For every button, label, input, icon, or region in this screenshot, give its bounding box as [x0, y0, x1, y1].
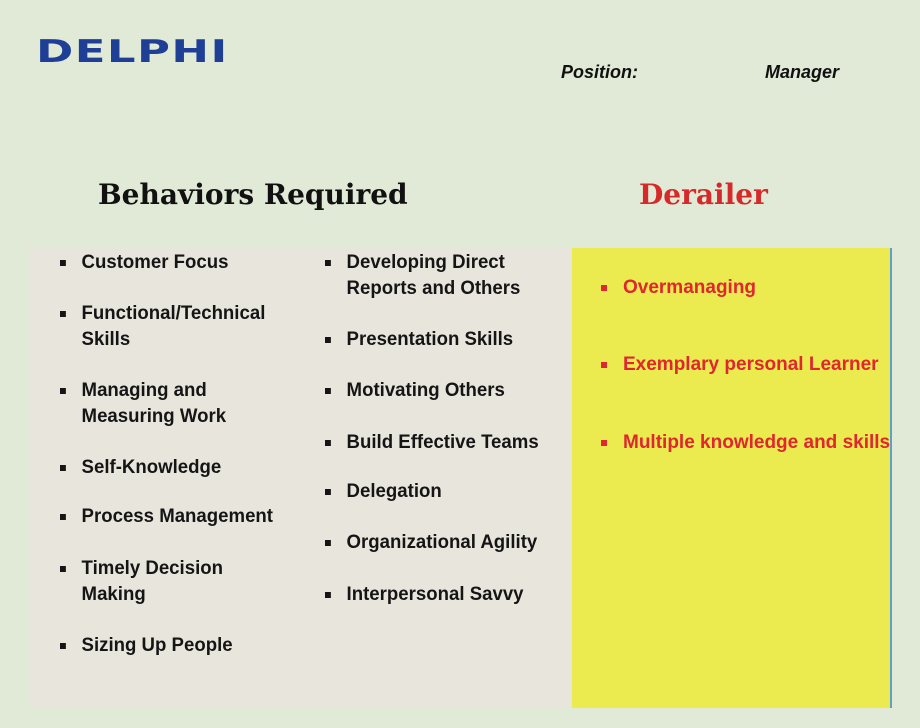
behavior-item: Process Management [60, 504, 317, 530]
derailer-panel [572, 248, 892, 708]
behavior-item: Build Effective Teams [325, 430, 582, 456]
derailer-item: Overmanaging [601, 275, 903, 301]
behavior-item: Developing Direct Reports and Others [325, 250, 543, 302]
behavior-item: Delegation [325, 479, 572, 505]
derailer-heading: Derailer [639, 178, 768, 211]
delphi-logo: DELPHI [36, 34, 229, 70]
behavior-item: Motivating Others [325, 378, 572, 404]
behavior-item: Presentation Skills [325, 327, 572, 353]
derailer-item: Multiple knowledge and skills [601, 430, 920, 456]
behavior-item: Sizing Up People [60, 633, 307, 659]
behavior-item: Interpersonal Savvy [325, 582, 582, 608]
behaviors-required-heading: Behaviors Required [98, 178, 408, 211]
derailer-item: Exemplary personal Learner [601, 352, 908, 378]
behavior-item: Functional/Technical Skills [60, 301, 297, 353]
behavior-item: Managing and Measuring Work [60, 378, 278, 430]
behavior-item: Self-Knowledge [60, 455, 307, 481]
position-label: Position: [561, 62, 638, 82]
behavior-item: Organizational Agility [325, 530, 582, 556]
position-value: Manager [765, 62, 840, 82]
behavior-item: Timely Decision Making [60, 556, 258, 608]
behavior-item: Customer Focus [60, 250, 307, 276]
